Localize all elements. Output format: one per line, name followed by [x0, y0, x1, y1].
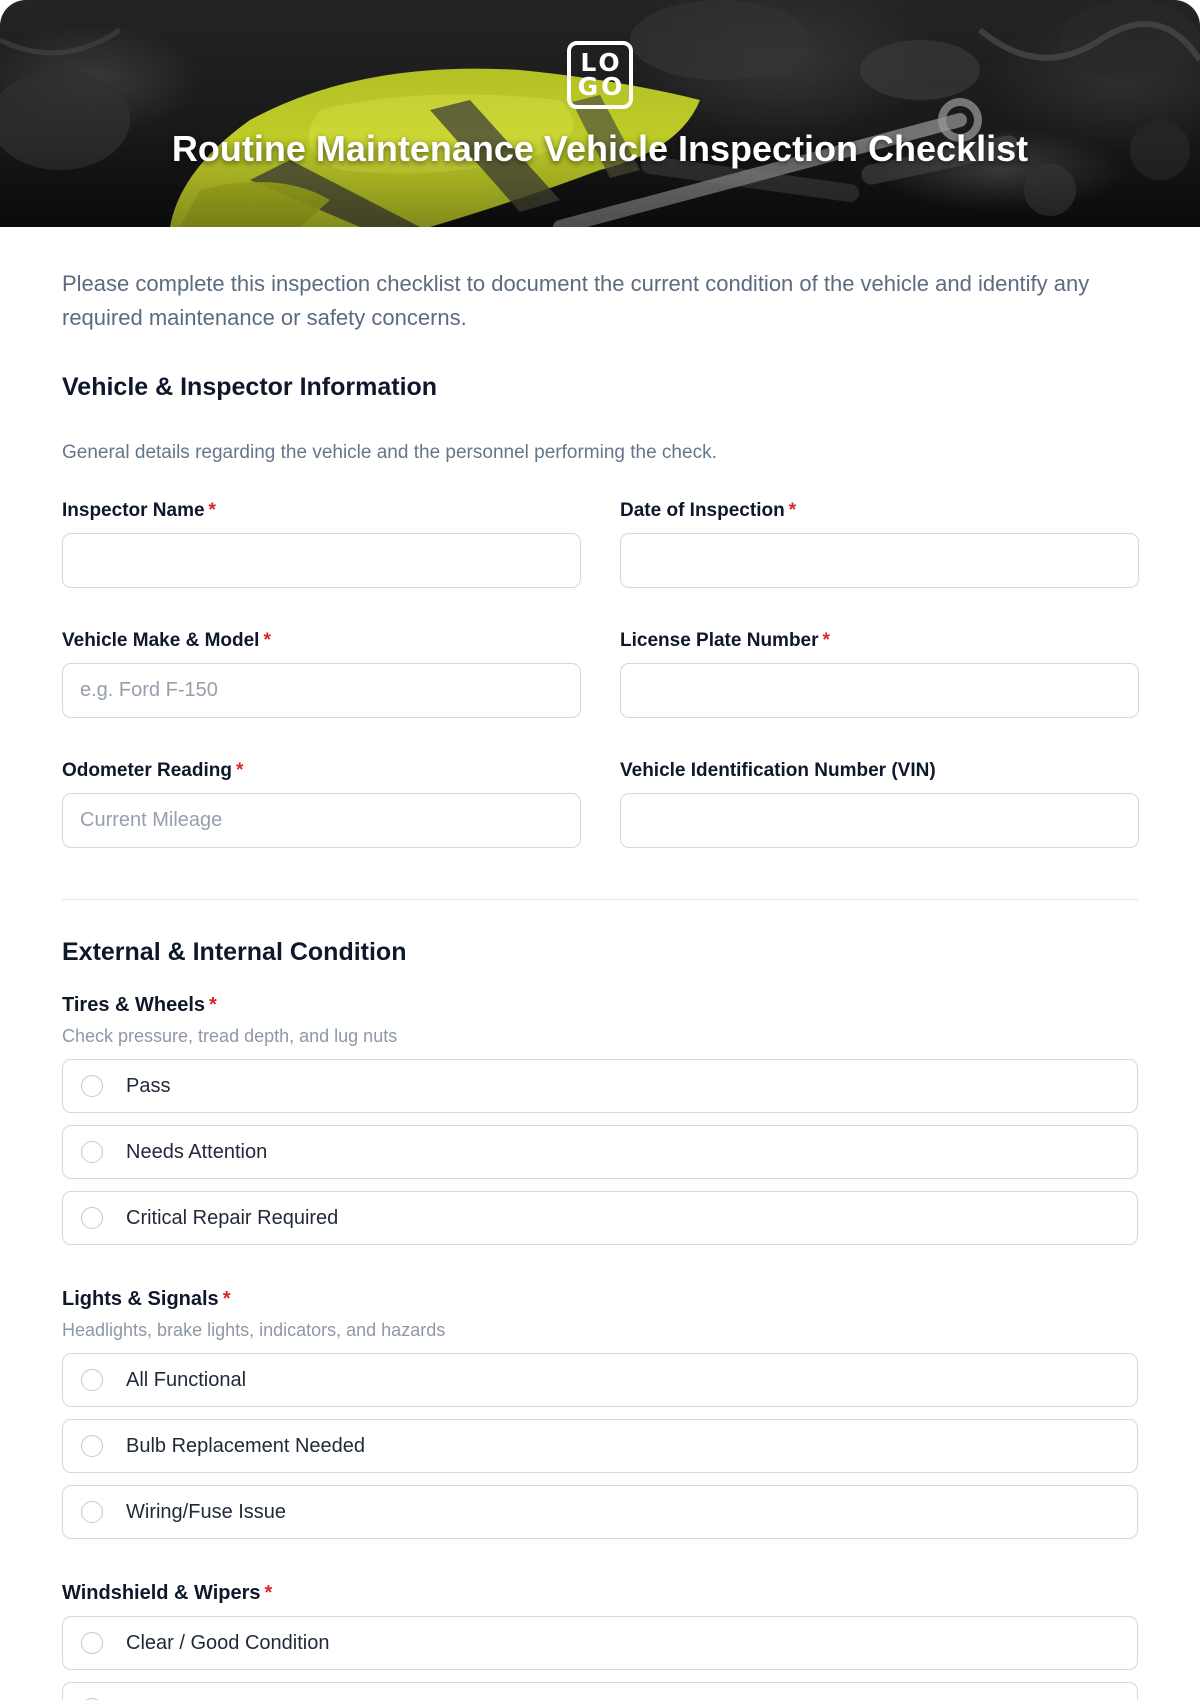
form-title: Routine Maintenance Vehicle Inspection Checklist [171, 128, 1029, 169]
section-divider [62, 899, 1138, 900]
field-inspector-name [62, 499, 581, 629]
field-label: Inspector Name * [62, 500, 216, 521]
vehicle-info-grid [62, 499, 1138, 889]
required-marker: * [209, 994, 217, 1016]
question-lights-signals [62, 1287, 1138, 1539]
field-label: License Plate Number * [620, 630, 830, 651]
required-marker: * [235, 760, 244, 781]
option-label: Pass [126, 1074, 171, 1097]
option-label: Bulb Replacement Needed [126, 1434, 366, 1457]
question-windshield-wipers [62, 1581, 1138, 1700]
radio-circle[interactable] [81, 1075, 103, 1097]
question-label: Lights & Signals * [62, 1288, 231, 1310]
field-label: Vehicle Make & Model * [62, 630, 271, 651]
license-plate-input[interactable] [620, 663, 1139, 718]
question-hint: Check pressure, tread depth, and lug nuts [62, 1026, 398, 1046]
question-label: Tires & Wheels * [62, 994, 217, 1016]
required-marker: * [788, 500, 797, 521]
option-label: Needs Attention [126, 1140, 268, 1163]
question-hint: Headlights, brake lights, indicators, and hazards [62, 1320, 446, 1340]
radio-circle[interactable] [81, 1501, 103, 1523]
question-tires-wheels [62, 993, 1138, 1245]
field-label: Vehicle Identification Number (VIN) [620, 760, 936, 781]
header-banner [0, 0, 1200, 227]
logo-bottom-text: GO [577, 72, 626, 101]
radio-option-pass[interactable] [62, 1059, 1138, 1113]
field-license-plate [620, 629, 1139, 759]
required-marker: * [263, 630, 271, 651]
form-intro: Please complete this inspection checklist to document the current condition of the vehicle and identify any required maintenance or safety concerns. [62, 271, 1090, 330]
field-label: Date of Inspection * [620, 500, 797, 521]
section-title-vehicle-inspector: Vehicle & Inspector Information [62, 373, 438, 401]
radio-circle[interactable] [81, 1207, 103, 1229]
vehicle-make-model-input[interactable] [62, 663, 581, 718]
field-date-of-inspection [620, 499, 1139, 629]
radio-option-critical-repair[interactable] [62, 1191, 1138, 1245]
inspector-name-input[interactable] [62, 533, 581, 588]
radio-option-needs-attention[interactable] [62, 1125, 1138, 1179]
radio-circle[interactable] [81, 1632, 103, 1654]
field-label: Odometer Reading * [62, 760, 244, 781]
vin-input[interactable] [620, 793, 1139, 848]
field-vin [620, 759, 1139, 889]
radio-option-next[interactable] [62, 1682, 1138, 1700]
field-odometer-reading [62, 759, 581, 889]
logo-top-text: LO [580, 48, 623, 77]
logo [567, 41, 633, 109]
radio-circle[interactable] [81, 1369, 103, 1391]
required-marker: * [208, 500, 216, 521]
required-marker: * [822, 630, 830, 651]
radio-option-bulb-replacement[interactable] [62, 1419, 1138, 1473]
odometer-reading-input[interactable] [62, 793, 581, 848]
radio-option-wiring-fuse[interactable] [62, 1485, 1138, 1539]
radio-option-all-functional[interactable] [62, 1353, 1138, 1407]
question-label: Windshield & Wipers * [62, 1582, 273, 1604]
section-description: General details regarding the vehicle and the personnel performing the check. [62, 442, 717, 463]
section-title-external-internal: External & Internal Condition [62, 938, 407, 966]
required-marker: * [222, 1288, 231, 1310]
radio-option-clear-good[interactable] [62, 1616, 1138, 1670]
field-vehicle-make-model [62, 629, 581, 759]
option-label: All Functional [126, 1368, 247, 1391]
option-label: Clear / Good Condition [126, 1631, 330, 1654]
radio-circle[interactable] [81, 1435, 103, 1457]
engine-bay-background-image [0, 0, 1200, 227]
radio-circle[interactable] [81, 1141, 103, 1163]
form-content [62, 227, 1138, 1700]
date-of-inspection-input[interactable] [620, 533, 1139, 588]
option-label: Wiring/Fuse Issue [126, 1500, 287, 1523]
option-label: Critical Repair Required [126, 1206, 339, 1229]
required-marker: * [264, 1582, 273, 1604]
